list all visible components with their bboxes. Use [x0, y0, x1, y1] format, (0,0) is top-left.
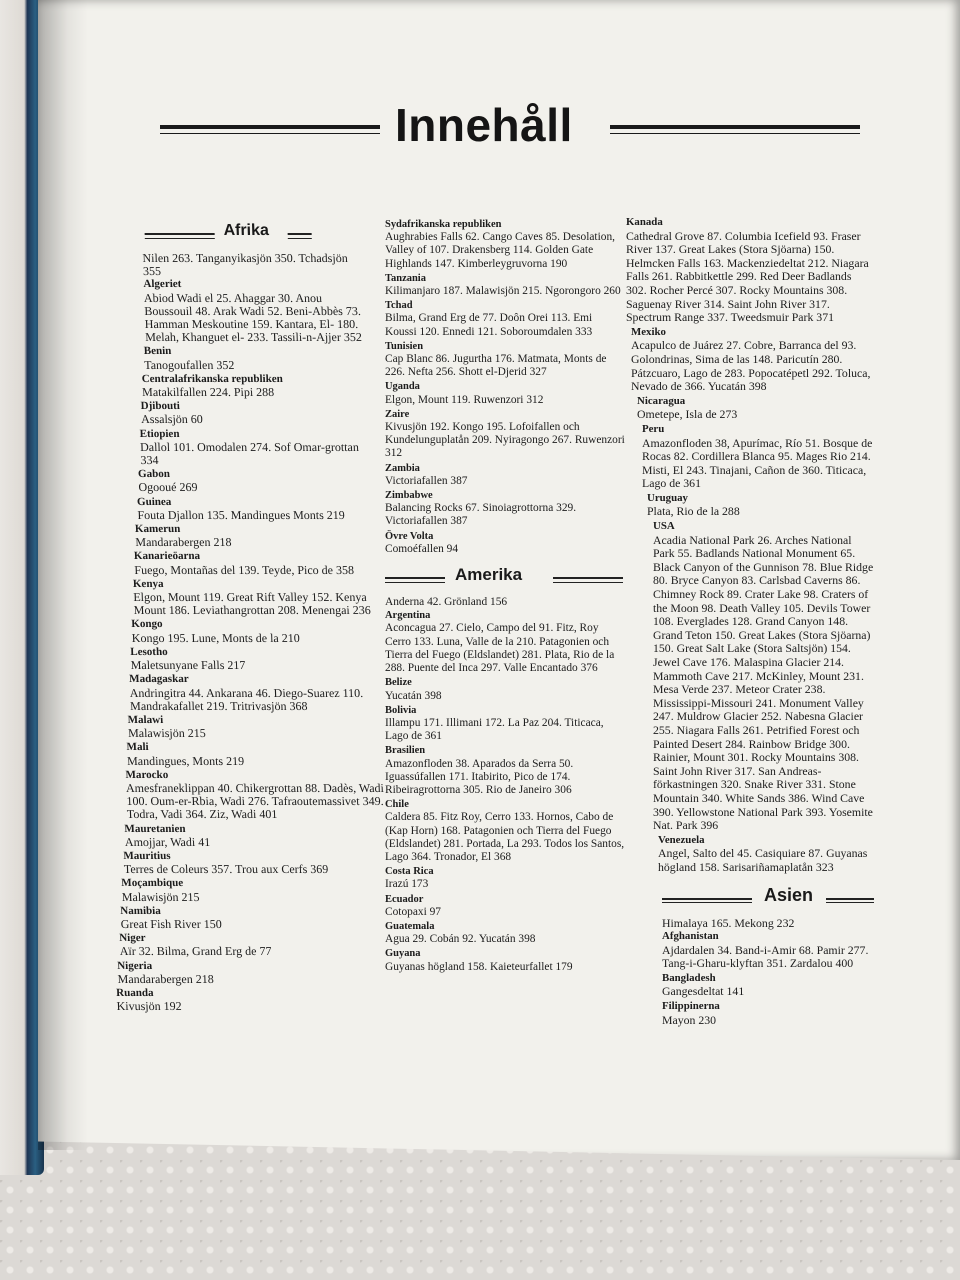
place-list: Balancing Rocks 67. Sinoiagrottorna 329. Victoriafallen 387 — [385, 502, 577, 528]
country-heading: Zambia — [385, 462, 420, 474]
page-title: Innehåll — [395, 99, 573, 151]
section-title: Afrika — [223, 222, 270, 239]
index-entry — [95, 400, 374, 426]
index-entry — [385, 299, 625, 339]
place-list: Maletsunyane Falls 217 — [130, 658, 246, 673]
country-heading: Filippinerna — [662, 1000, 720, 1013]
intro-text: Anderna 42. Grönland 156 — [385, 596, 508, 609]
index-entry — [102, 578, 381, 618]
index-entry — [107, 741, 386, 767]
index-entry — [385, 947, 625, 973]
index-entry — [385, 462, 625, 488]
country-heading: Övre Volta — [385, 530, 434, 542]
place-list: Abiod Wadi el 25. Ahaggar 30. Anou Boussouil 48. Arak Wadi 52. Beni-Abbès 73. Hamman Meskoutine 159. Kantara, El- 180. Melah, Khanguet el- 233. Tassili-n-Ajjer 352 — [143, 290, 363, 345]
index-entry — [113, 905, 392, 931]
country-heading: Namibia — [120, 904, 161, 917]
place-list: Fouta Djallon 135. Mandingues Monts 219 — [137, 507, 346, 522]
place-list: Guyanas högland 158. Kaieteurfallet 179 — [385, 960, 573, 973]
place-list: Cap Blanc 86. Jugurtha 176. Matmata, Monts de 226. Nefta 256. Shott el-Djerid 327 — [385, 353, 607, 379]
place-list: Elgon, Mount 119. Great Rift Valley 152. Kenya Mount 186. Leviathangrottan 208. Menengai 236 — [133, 590, 371, 618]
index-entry — [385, 530, 625, 556]
index-entry — [626, 216, 874, 325]
amerika-continued-entries — [626, 216, 874, 875]
index-entry — [385, 489, 625, 529]
country-heading: Etiopien — [139, 427, 180, 440]
place-list: Great Fish River 150 — [120, 916, 222, 931]
intro-text: Himalaya 165. Mekong 232 — [662, 915, 795, 930]
place-list: Malawisjön 215 — [127, 726, 206, 741]
index-entry — [106, 714, 385, 740]
country-heading: Sydafrikanska republiken — [385, 219, 502, 230]
index-entry — [385, 704, 625, 744]
index-entry — [101, 550, 380, 576]
country-heading: Bangladesh — [662, 971, 716, 984]
country-heading: Belize — [385, 677, 412, 689]
place-list: Kilimanjaro 187. Malawisjön 215. Ngorongoro 260 — [385, 285, 621, 298]
index-entry — [626, 492, 874, 519]
index-entry — [94, 345, 373, 371]
index-entry — [385, 272, 625, 298]
index-entry — [110, 823, 389, 849]
country-heading: Madagaskar — [128, 673, 189, 686]
index-entry — [626, 834, 874, 875]
country-heading: Djibouti — [140, 400, 181, 413]
place-list: Agua 29. Cobán 92. Yucatán 398 — [385, 933, 536, 946]
country-heading: Argentina — [385, 610, 431, 622]
section-title: Asien — [764, 884, 814, 905]
index-entry — [96, 428, 375, 468]
place-list: Cathedral Grove 87. Columbia Icefield 93. Fraser River 137. Great Lakes (Stora Sjöarna) 150. Helmcken Falls 163. Mackenziedeltat 212. Niagara Falls 261. Rabbitkettle 299. Red Deer Badlands 302. Rocher Percé 307. Rocky Mountains 308. Saguenay River 314. Saint John River 317. Spectrum Range 337. Tweedsmuir Park 371 — [626, 228, 869, 325]
column-1 — [89, 218, 395, 1014]
index-entry — [103, 618, 382, 644]
country-heading: Nicaragua — [637, 394, 686, 407]
country-heading: Kanada — [626, 216, 663, 228]
country-heading: Tunisien — [385, 340, 424, 352]
place-list: Amojjar, Wadi 41 — [124, 834, 211, 849]
section-rule-right — [553, 577, 623, 579]
page-header — [160, 98, 860, 160]
place-list: Acapulco de Juárez 27. Cobre, Barranca del 93. Golondrinas, Sima de las 148. Paricutín 280. Pátzcuaro, Lago de 283. Popocatépetl 292. Toluca, Nevado de 366. Yucatán 398 — [631, 338, 871, 394]
place-list: Amesfraneklippan 40. Chikergrottan 88. Dadès, Wadi 100. Oum-er-Rbia, Wadi 276. Tafraoutemassivet 349. Todra, Vadi 364. Ziz, Wadi 401 — [125, 780, 385, 822]
section-rule-right — [826, 898, 874, 900]
index-entry — [385, 865, 625, 891]
section-rule-right — [288, 233, 312, 235]
place-list: Mandarabergen 218 — [117, 971, 214, 986]
place-list: Kongo 195. Lune, Monts de la 210 — [131, 630, 300, 645]
index-entry — [385, 676, 625, 702]
place-list: Aughrabies Falls 62. Cango Caves 85. Desolation, Valley of 107. Drakensberg 114. Golden Gate Highlands 147. Kimberleygruvorna 190 — [385, 231, 615, 270]
place-list: Terres de Coleurs 357. Trou aux Cerfs 369 — [123, 862, 329, 877]
index-entry — [104, 646, 383, 672]
place-list: Dallol 101. Omodalen 274. Sof Omar-grottan 334 — [139, 439, 360, 468]
section-header-afrika — [89, 224, 368, 244]
place-list: Matakilfallen 224. Pipi 288 — [141, 385, 275, 400]
country-heading: Kongo — [131, 618, 163, 631]
index-entry — [100, 523, 379, 549]
country-heading: Costa Rica — [385, 866, 434, 878]
country-heading: Uganda — [385, 381, 420, 393]
country-heading: Tchad — [385, 300, 413, 312]
country-heading: Mali — [126, 741, 149, 754]
index-entry — [108, 769, 388, 822]
place-list: Ajdardalen 34. Band-i-Amir 68. Pamir 277. Tang-i-Gharu-klyftan 351. Zardalou 400 — [662, 942, 869, 971]
country-heading: Algeriet — [143, 278, 182, 291]
index-entry — [99, 496, 378, 522]
index-entry — [111, 850, 390, 876]
country-heading: Lesotho — [130, 645, 168, 658]
country-heading: Malawi — [127, 713, 164, 726]
country-heading: Uruguay — [647, 491, 688, 504]
place-list: Gangesdeltat 141 — [662, 984, 745, 999]
country-heading: Mauretanien — [124, 822, 186, 835]
place-list: Aïr 32. Bilma, Grand Erg de 77 — [119, 944, 272, 959]
country-heading: Brasilien — [385, 745, 426, 757]
index-entry — [95, 373, 374, 399]
place-list: Kivusjön 192 — [116, 999, 182, 1014]
asien-block — [626, 917, 874, 1028]
country-heading: Chile — [385, 799, 409, 811]
section-rule-left — [662, 898, 752, 900]
page-gutter-shadow — [38, 0, 88, 1150]
country-heading: Mauritius — [123, 849, 171, 862]
place-list: Yucatán 398 — [385, 689, 442, 702]
index-entry — [385, 920, 625, 946]
index-entry — [385, 744, 625, 797]
index-entry — [385, 893, 625, 919]
asien-entries — [662, 930, 874, 1027]
place-list: Mandingues, Monts 219 — [126, 753, 245, 768]
title-rule-left — [160, 125, 380, 129]
index-entry — [115, 960, 394, 986]
place-list: Acadia National Park 26. Arches National Park 55. Badlands National Monument 65. Black Canyon of the Gunnison 78. Blue Ridge 80. Bryce Canyon 83. Carlsbad Caverns 86. Chimney Rock 89. Crater Lake 98. Craters of the Moon 98. Death Valley 105. Devils Tower 108. Everglades 128. Grand Canyon 148. Grand Teton 150. Great Lakes (Stora Sjöarna) 150. Great Salt Lake (Stora Saltsjön) 154. Jewel Cave 176. Malaspina Glacier 214. Mammoth Cave 217. McKinley, Mount 231. Mesa Verde 237. Meteor Crater 238. Mississippi-Missouri 241. Monument Valley 247. Muldrow Glacier 252. Nabesna Glacier 255. Niagara Falls 261. Petrified Forest och Painted Desert 284. Rainbow Bridge 300. Rainier, Mount 301. Rocky Mountains 308. Saint John River 317. San Andreas-förkastningen 320. Snake River 331. Stone Mountain 340. White Sands 386. Wind Cave 390. Yellowstone National Park 393. Yosemite Nat. Park 396 — [653, 532, 874, 833]
place-list: Bilma, Grand Erg de 77. Doôn Orei 113. Emi Koussi 120. Ennedi 121. Soboroumdalen 333 — [385, 312, 593, 338]
place-list: Cotopaxi 97 — [385, 905, 442, 918]
index-entry — [662, 930, 874, 971]
place-list: Plata, Rio de la 288 — [647, 504, 740, 519]
place-list: Elgon, Mount 119. Ruwenzori 312 — [385, 393, 544, 406]
place-list: Illampu 171. Illimani 172. La Paz 204. Titicaca, Lago de 361 — [385, 716, 604, 743]
index-entry — [662, 1000, 874, 1027]
country-heading: Guinea — [136, 495, 172, 508]
intro-text: Nilen 263. Tanganyikasjön 350. Tchadsjön 355 — [142, 251, 348, 279]
index-entry — [114, 932, 393, 958]
column-3 — [626, 216, 874, 1028]
column-2 — [385, 218, 625, 975]
index-entry — [112, 877, 391, 903]
section-header-asien — [626, 884, 874, 909]
section-title: Amerika — [455, 565, 523, 585]
country-heading: Bolivia — [385, 704, 417, 716]
country-heading: Afghanistan — [662, 930, 719, 943]
country-heading: Tanzania — [385, 272, 426, 284]
place-list: Victoriafallen 387 — [385, 474, 468, 487]
country-heading: Moçambique — [121, 877, 184, 890]
country-heading: Guatemala — [385, 920, 435, 932]
section-rule-left — [145, 233, 215, 235]
index-entry — [116, 987, 395, 1013]
country-heading: Zaire — [385, 408, 410, 420]
place-list: Angel, Salto del 45. Casiquiare 87. Guyanas högland 158. Sarisariñamaplatån 323 — [658, 846, 868, 874]
index-entry — [662, 972, 874, 999]
country-heading: Centralafrikanska republiken — [141, 372, 284, 385]
country-heading: Ruanda — [115, 986, 154, 999]
country-heading: Gabon — [137, 468, 171, 481]
amerika-entries — [385, 609, 625, 973]
place-list: Malawisjön 215 — [121, 889, 200, 904]
place-list: Mandarabergen 218 — [135, 535, 232, 550]
country-heading: Ecuador — [385, 893, 424, 905]
country-heading: Zimbabwe — [385, 490, 433, 502]
place-list: Assalsjön 60 — [140, 412, 204, 427]
country-heading: Kamerun — [134, 523, 181, 536]
country-heading: Benin — [143, 345, 172, 358]
place-list: Amazonfloden 38. Aparados da Serra 50. Iguassúfallen 171. Itabirito, Pico de 174. Ribeiragrottorna 305. Rio de Janeiro 306 — [385, 757, 574, 796]
place-list: Caldera 85. Fitz Roy, Cerro 133. Hornos, Cabo de (Kap Horn) 168. Patagonien och Tierra del Fuego (Eldslandet) 281. Portada, La 293. Todos los Santos, Lago 364. Tronador, El 368 — [385, 811, 625, 863]
section-header-amerika — [385, 565, 625, 588]
country-heading: USA — [653, 520, 675, 533]
place-list: Fuego, Montañas del 139. Teyde, Pico de 358 — [134, 562, 355, 577]
index-entry — [385, 380, 625, 406]
title-rule-right — [610, 125, 860, 129]
index-entry — [385, 609, 625, 675]
country-heading: Nigeria — [116, 959, 153, 972]
country-heading: Kenya — [132, 577, 164, 590]
place-list: Ometepe, Isla de 273 — [637, 407, 738, 422]
place-list: Comoéfallen 94 — [385, 542, 459, 555]
country-heading: Kanarieöarna — [133, 550, 201, 563]
country-heading: Peru — [642, 422, 665, 435]
place-list: Aconcagua 27. Cielo, Campo del 91. Fitz, Roy Cerro 133. Luna, Valle de la 210. Patagonien och Tierra del Fuego (Eldslandet) 281. Plata, Rio de la 288. Puente del Inca 297. Valle Encantado 376 — [385, 622, 615, 675]
country-heading: Mexiko — [631, 325, 666, 338]
place-list: Andringitra 44. Ankarana 46. Diego-Suarez 110. Mandrakafallet 219. Tritrivasjön 368 — [129, 685, 364, 713]
afrika-entries — [91, 278, 395, 1013]
place-list: Amazonfloden 38, Apurímac, Río 51. Bosque de Rocas 82. Cordillera Blanca 95. Mages Rio 214. Misti, El 243. Tinajani, Cañon de 360. Titicaca, Lago de 361 — [642, 435, 873, 491]
index-entry — [385, 798, 625, 864]
country-heading: Marocko — [125, 768, 169, 781]
index-entry — [385, 408, 625, 461]
place-list: Mayon 230 — [662, 1012, 717, 1027]
index-entry — [626, 326, 874, 394]
index-entry — [385, 218, 625, 271]
country-heading: Guyana — [385, 948, 421, 960]
place-list: Irazú 173 — [385, 878, 429, 891]
place-list: Ogooué 269 — [138, 480, 198, 495]
country-heading: Venezuela — [658, 833, 705, 846]
place-list: Kivusjön 192. Kongo 195. Lofoifallen och Kundelunguplatån 209. Nyiragongo 267. Ruwenzori 312 — [385, 421, 625, 460]
index-entry — [91, 278, 371, 344]
section-intro — [90, 252, 369, 278]
country-heading: Niger — [119, 932, 146, 945]
afrika-continued-entries — [385, 218, 625, 556]
index-entry — [385, 340, 625, 380]
index-entry — [626, 520, 874, 833]
index-entry — [98, 468, 377, 494]
index-entry — [626, 423, 874, 491]
section-rule-left — [385, 577, 445, 579]
place-list: Tanogoufallen 352 — [143, 357, 235, 372]
index-entry — [626, 395, 874, 422]
index-entry — [105, 673, 384, 713]
